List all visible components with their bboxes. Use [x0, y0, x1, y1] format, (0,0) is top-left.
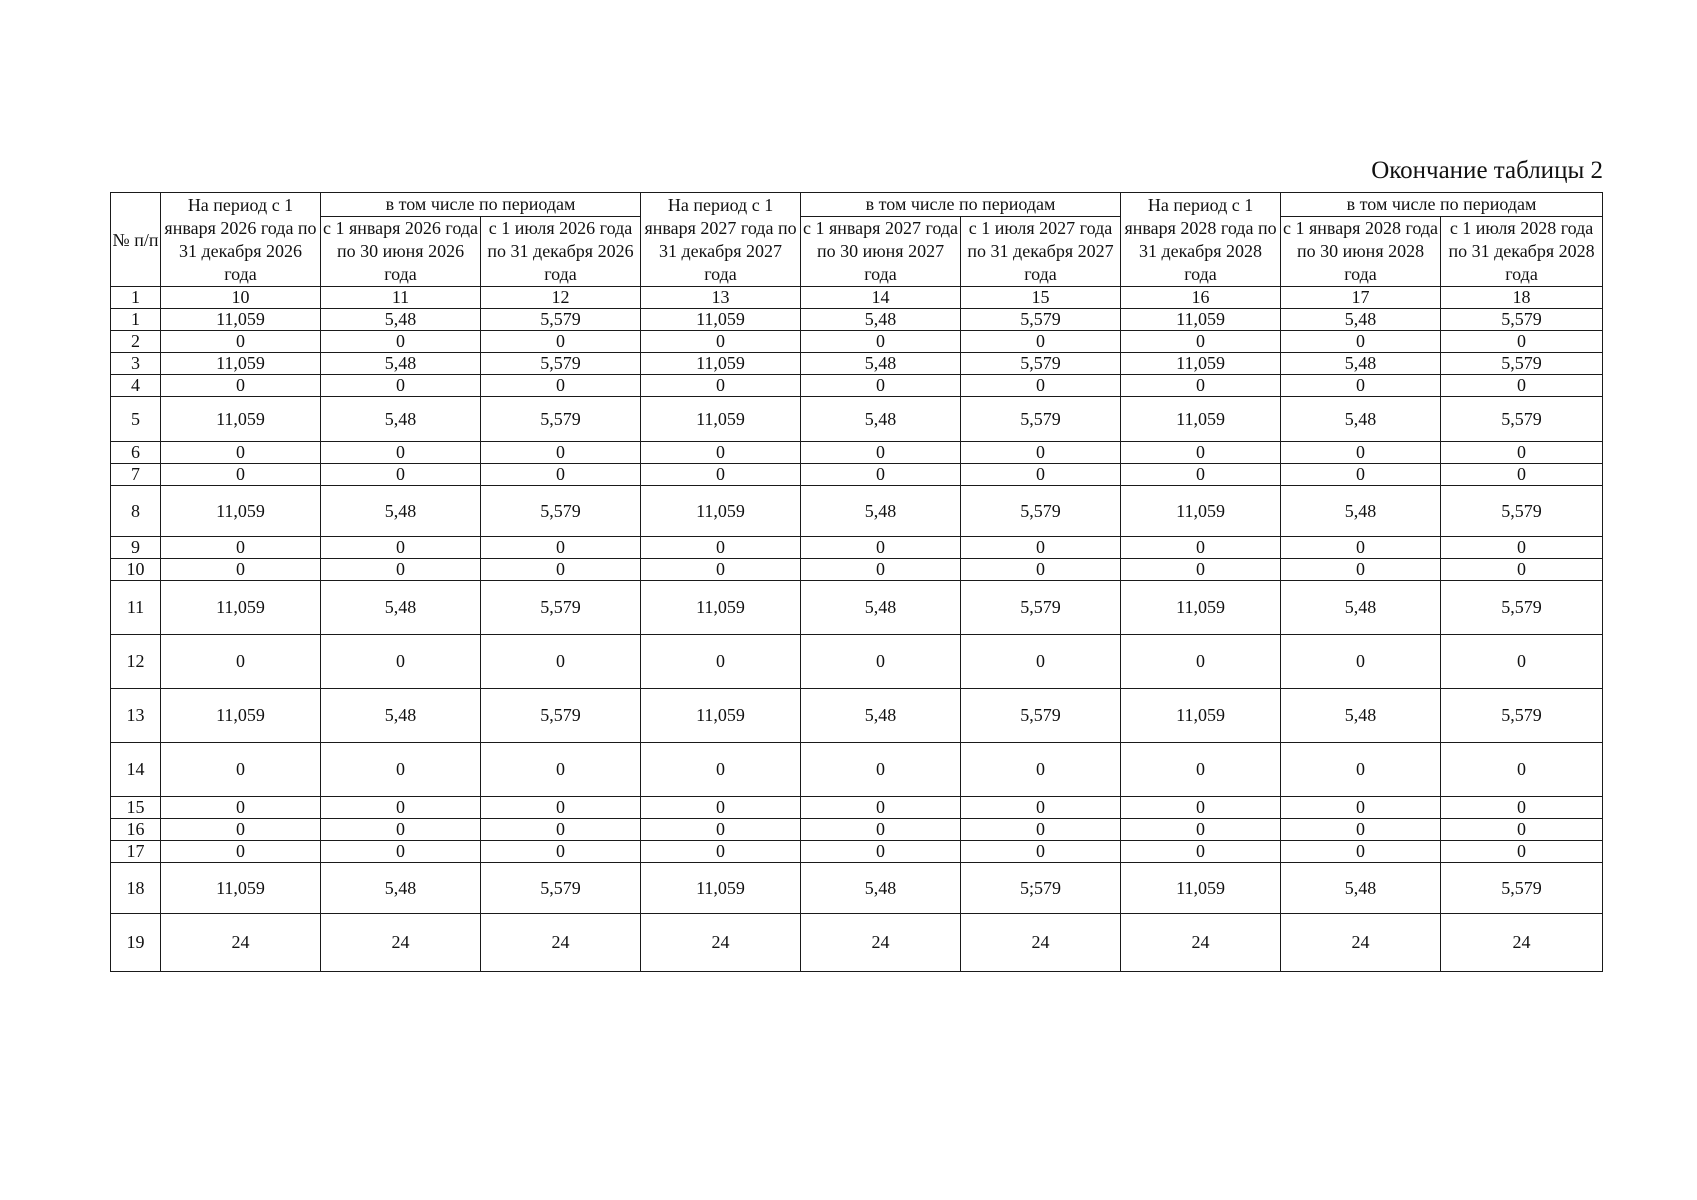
- table-cell: 0: [801, 537, 961, 559]
- table-cell: 11,059: [161, 689, 321, 743]
- table-cell: 0: [1121, 797, 1281, 819]
- row-number: 4: [111, 375, 161, 397]
- header-subperiods-2026: в том числе по периодам: [321, 193, 641, 217]
- table-cell: 0: [961, 331, 1121, 353]
- header-subperiods-2028: в том числе по периодам: [1281, 193, 1603, 217]
- table-cell: 11,059: [641, 581, 801, 635]
- row-number: 7: [111, 464, 161, 486]
- table-cell: 0: [801, 331, 961, 353]
- column-index: 16: [1121, 287, 1281, 309]
- table-cell: 5,48: [801, 353, 961, 375]
- table-cell: 0: [481, 819, 641, 841]
- table-cell: 0: [481, 841, 641, 863]
- column-index: 1: [111, 287, 161, 309]
- table-cell: 11,059: [1121, 309, 1281, 331]
- table-cell: 0: [641, 841, 801, 863]
- table-cell: 5,579: [1441, 353, 1603, 375]
- table-cell: 0: [321, 537, 481, 559]
- table-cell: 0: [961, 841, 1121, 863]
- table-cell: 5,579: [1441, 309, 1603, 331]
- table-cell: 0: [321, 559, 481, 581]
- table-cell: 24: [321, 914, 481, 972]
- row-number: 13: [111, 689, 161, 743]
- table-cell: 0: [641, 743, 801, 797]
- table-cell: 0: [801, 375, 961, 397]
- table-cell: 0: [481, 464, 641, 486]
- table-row: [111, 819, 1603, 841]
- column-index: 12: [481, 287, 641, 309]
- table-cell: 24: [801, 914, 961, 972]
- table-cell: 11,059: [1121, 353, 1281, 375]
- table-cell: 11,059: [641, 397, 801, 442]
- table-cell: 11,059: [1121, 689, 1281, 743]
- table-cell: 0: [161, 797, 321, 819]
- table-cell: 0: [321, 819, 481, 841]
- table-cell: 0: [801, 559, 961, 581]
- table-cell: 0: [801, 464, 961, 486]
- table-cell: 0: [481, 331, 641, 353]
- table-cell: 11,059: [1121, 581, 1281, 635]
- table-cell: 0: [961, 375, 1121, 397]
- table-row: [111, 309, 1603, 331]
- table-cell: 5,48: [801, 689, 961, 743]
- table-cell: 11,059: [1121, 486, 1281, 537]
- table-cell: 0: [1121, 635, 1281, 689]
- table-cell: 5,579: [961, 397, 1121, 442]
- table-cell: 5,48: [321, 486, 481, 537]
- table-cell: 0: [1121, 442, 1281, 464]
- table-cell: 0: [641, 559, 801, 581]
- table-cell: 0: [1441, 797, 1603, 819]
- header-number: № п/п: [111, 193, 161, 287]
- table-cell: 0: [161, 537, 321, 559]
- table-cell: 5,48: [801, 309, 961, 331]
- table-cell: 0: [1281, 331, 1441, 353]
- table-body: [111, 309, 1603, 972]
- table-cell: 0: [801, 819, 961, 841]
- table-cell: 5,48: [1281, 486, 1441, 537]
- table-cell: 0: [1121, 819, 1281, 841]
- table-cell: 0: [1281, 375, 1441, 397]
- table-cell: 0: [161, 635, 321, 689]
- table-cell: 0: [1121, 375, 1281, 397]
- table-cell: 0: [1441, 635, 1603, 689]
- table-cell: 5,48: [1281, 397, 1441, 442]
- table-cell: 24: [1441, 914, 1603, 972]
- table-cell: 0: [1441, 375, 1603, 397]
- table-cell: 11,059: [641, 486, 801, 537]
- table-cell: 0: [321, 375, 481, 397]
- table-cell: 5,579: [481, 353, 641, 375]
- row-number: 19: [111, 914, 161, 972]
- table-cell: 0: [1441, 841, 1603, 863]
- table-row: [111, 537, 1603, 559]
- column-index: 11: [321, 287, 481, 309]
- table-cell: 0: [1281, 841, 1441, 863]
- table-cell: 24: [1121, 914, 1281, 972]
- table-cell: 11,059: [161, 397, 321, 442]
- header-subperiod: с 1 января 2026 года по 30 июня 2026 года: [321, 217, 481, 287]
- table-cell: 24: [641, 914, 801, 972]
- table-cell: 0: [961, 797, 1121, 819]
- table-cell: 11,059: [161, 581, 321, 635]
- row-number: 14: [111, 743, 161, 797]
- header-subperiods-2027: в том числе по периодам: [801, 193, 1121, 217]
- table-cell: 5,48: [321, 581, 481, 635]
- table-cell: 5,579: [1441, 689, 1603, 743]
- table-cell: 11,059: [641, 863, 801, 914]
- table-cell: 0: [1281, 442, 1441, 464]
- table-cell: 5,48: [321, 397, 481, 442]
- table-cell: 5,579: [481, 863, 641, 914]
- table-cell: 0: [1121, 743, 1281, 797]
- header-subperiod: с 1 января 2028 года по 30 июня 2028 года: [1281, 217, 1441, 287]
- table-cell: 0: [1281, 537, 1441, 559]
- column-index: 17: [1281, 287, 1441, 309]
- table-cell: 0: [1441, 819, 1603, 841]
- row-number: 1: [111, 309, 161, 331]
- table-cell: 0: [161, 442, 321, 464]
- table-cell: 5,579: [1441, 486, 1603, 537]
- table-cell: 0: [161, 743, 321, 797]
- table-cell: 5,579: [481, 689, 641, 743]
- table-cell: 24: [481, 914, 641, 972]
- table-cell: 0: [161, 375, 321, 397]
- table-cell: 0: [641, 635, 801, 689]
- table-cell: 0: [641, 464, 801, 486]
- table-cell: 0: [481, 635, 641, 689]
- table-cell: 0: [481, 797, 641, 819]
- column-index: 18: [1441, 287, 1603, 309]
- table-row: [111, 442, 1603, 464]
- row-number: 2: [111, 331, 161, 353]
- table-cell: 5,48: [801, 581, 961, 635]
- table-cell: 0: [801, 743, 961, 797]
- table-cell: 5,579: [481, 581, 641, 635]
- table-cell: 5,579: [1441, 581, 1603, 635]
- column-index: 15: [961, 287, 1121, 309]
- table-row: [111, 464, 1603, 486]
- table-cell: 0: [161, 819, 321, 841]
- table-cell: 0: [961, 537, 1121, 559]
- table-cell: 5,48: [801, 397, 961, 442]
- table-row: [111, 559, 1603, 581]
- table-cell: 0: [1441, 743, 1603, 797]
- table-cell: 5,48: [321, 353, 481, 375]
- data-table: [110, 192, 1603, 972]
- table-cell: 0: [321, 743, 481, 797]
- table-cell: 5,579: [1441, 397, 1603, 442]
- table-cell: 11,059: [161, 309, 321, 331]
- row-number: 11: [111, 581, 161, 635]
- table-cell: 5,579: [961, 689, 1121, 743]
- table-row: [111, 914, 1603, 972]
- column-index-row: [111, 287, 1603, 309]
- table-row: [111, 397, 1603, 442]
- table-row: [111, 375, 1603, 397]
- column-index: 14: [801, 287, 961, 309]
- header-period-2026: На период с 1 января 2026 года по 31 декабря 2026 года: [161, 193, 321, 287]
- table-cell: 5,579: [961, 309, 1121, 331]
- table-cell: 5,48: [1281, 863, 1441, 914]
- column-index: 10: [161, 287, 321, 309]
- header-subperiod: с 1 января 2027 года по 30 июня 2027 года: [801, 217, 961, 287]
- table-cell: 5,48: [801, 863, 961, 914]
- table-row: [111, 486, 1603, 537]
- table-cell: 0: [1121, 331, 1281, 353]
- table-row: [111, 331, 1603, 353]
- table-cell: 5,579: [961, 581, 1121, 635]
- table-cell: 0: [161, 464, 321, 486]
- table-cell: 0: [321, 331, 481, 353]
- table-cell: 5,48: [1281, 309, 1441, 331]
- table-cell: 0: [1121, 464, 1281, 486]
- row-number: 3: [111, 353, 161, 375]
- table-cell: 0: [321, 797, 481, 819]
- table-cell: 0: [481, 559, 641, 581]
- table-row: [111, 863, 1603, 914]
- row-number: 10: [111, 559, 161, 581]
- table-cell: 11,059: [161, 353, 321, 375]
- table-cell: 0: [1281, 635, 1441, 689]
- table-cell: 0: [961, 464, 1121, 486]
- table-row: [111, 841, 1603, 863]
- table-row: [111, 689, 1603, 743]
- table-cell: 0: [321, 635, 481, 689]
- table-cell: 11,059: [641, 689, 801, 743]
- table-cell: 5,48: [1281, 581, 1441, 635]
- table-cell: 24: [961, 914, 1121, 972]
- header-period-2027: На период с 1 января 2027 года по 31 декабря 2027 года: [641, 193, 801, 287]
- table-cell: 0: [481, 743, 641, 797]
- table-cell: 0: [1441, 559, 1603, 581]
- table-cell: 0: [801, 841, 961, 863]
- table-cell: 5,48: [321, 309, 481, 331]
- table-cell: 0: [481, 375, 641, 397]
- table-cell: 24: [1281, 914, 1441, 972]
- table-cell: 0: [161, 559, 321, 581]
- row-number: 9: [111, 537, 161, 559]
- table-cell: 11,059: [641, 353, 801, 375]
- row-number: 8: [111, 486, 161, 537]
- table-cell: 0: [641, 819, 801, 841]
- table-row: [111, 635, 1603, 689]
- table-cell: 0: [321, 464, 481, 486]
- table-cell: 0: [1281, 464, 1441, 486]
- row-number: 5: [111, 397, 161, 442]
- table-cell: 0: [1121, 559, 1281, 581]
- row-number: 17: [111, 841, 161, 863]
- row-number: 15: [111, 797, 161, 819]
- table-cell: 0: [321, 442, 481, 464]
- header-subperiod: с 1 июля 2026 года по 31 декабря 2026 года: [481, 217, 641, 287]
- column-index: 13: [641, 287, 801, 309]
- table-cell: 5,579: [481, 397, 641, 442]
- table-cell: 5,579: [961, 353, 1121, 375]
- table-cell: 5,579: [1441, 863, 1603, 914]
- table-cell: 0: [641, 442, 801, 464]
- table-cell: 0: [1121, 841, 1281, 863]
- table-cell: 0: [1281, 559, 1441, 581]
- row-number: 6: [111, 442, 161, 464]
- table-cell: 0: [961, 442, 1121, 464]
- table-cell: 0: [801, 442, 961, 464]
- table-cell: 11,059: [1121, 397, 1281, 442]
- table-cell: 0: [961, 559, 1121, 581]
- table-cell: 0: [961, 635, 1121, 689]
- table-cell: 11,059: [1121, 863, 1281, 914]
- header-period-2028: На период с 1 января 2028 года по 31 декабря 2028 года: [1121, 193, 1281, 287]
- table-cell: 5,48: [1281, 689, 1441, 743]
- table-cell: 5,48: [321, 689, 481, 743]
- table-cell: 0: [641, 537, 801, 559]
- table-row: [111, 743, 1603, 797]
- table-cell: 0: [1281, 743, 1441, 797]
- table-cell: 0: [961, 819, 1121, 841]
- table-cell: 5;579: [961, 863, 1121, 914]
- table-cell: 0: [641, 331, 801, 353]
- table-row: [111, 581, 1603, 635]
- row-number: 16: [111, 819, 161, 841]
- table-cell: 0: [161, 841, 321, 863]
- table-cell: 0: [321, 841, 481, 863]
- table-cell: 0: [481, 537, 641, 559]
- table-cell: 0: [481, 442, 641, 464]
- table-cell: 0: [1441, 464, 1603, 486]
- row-number: 18: [111, 863, 161, 914]
- table-cell: 11,059: [641, 309, 801, 331]
- table-row: [111, 797, 1603, 819]
- header-subperiod: с 1 июля 2028 года по 31 декабря 2028 года: [1441, 217, 1603, 287]
- table-cell: 11,059: [161, 486, 321, 537]
- table-cell: 0: [1281, 819, 1441, 841]
- table-cell: 0: [1441, 331, 1603, 353]
- table-caption: Окончание таблицы 2: [1371, 157, 1603, 184]
- header-subperiod: с 1 июля 2027 года по 31 декабря 2027 года: [961, 217, 1121, 287]
- table-cell: 0: [1441, 537, 1603, 559]
- table-cell: 11,059: [161, 863, 321, 914]
- table-cell: 0: [161, 331, 321, 353]
- table-header: [111, 193, 1603, 309]
- table-cell: 0: [641, 375, 801, 397]
- table-cell: 0: [1281, 797, 1441, 819]
- table-cell: 5,48: [321, 863, 481, 914]
- table-cell: 5,579: [961, 486, 1121, 537]
- table-cell: 24: [161, 914, 321, 972]
- table-cell: 5,579: [481, 486, 641, 537]
- table-cell: 0: [1441, 442, 1603, 464]
- table-cell: 5,579: [481, 309, 641, 331]
- table-cell: 0: [1121, 537, 1281, 559]
- row-number: 12: [111, 635, 161, 689]
- table-cell: 0: [801, 635, 961, 689]
- table-cell: 0: [961, 743, 1121, 797]
- table-cell: 5,48: [1281, 353, 1441, 375]
- table-cell: 0: [641, 797, 801, 819]
- table-cell: 0: [801, 797, 961, 819]
- table-cell: 5,48: [801, 486, 961, 537]
- table-row: [111, 353, 1603, 375]
